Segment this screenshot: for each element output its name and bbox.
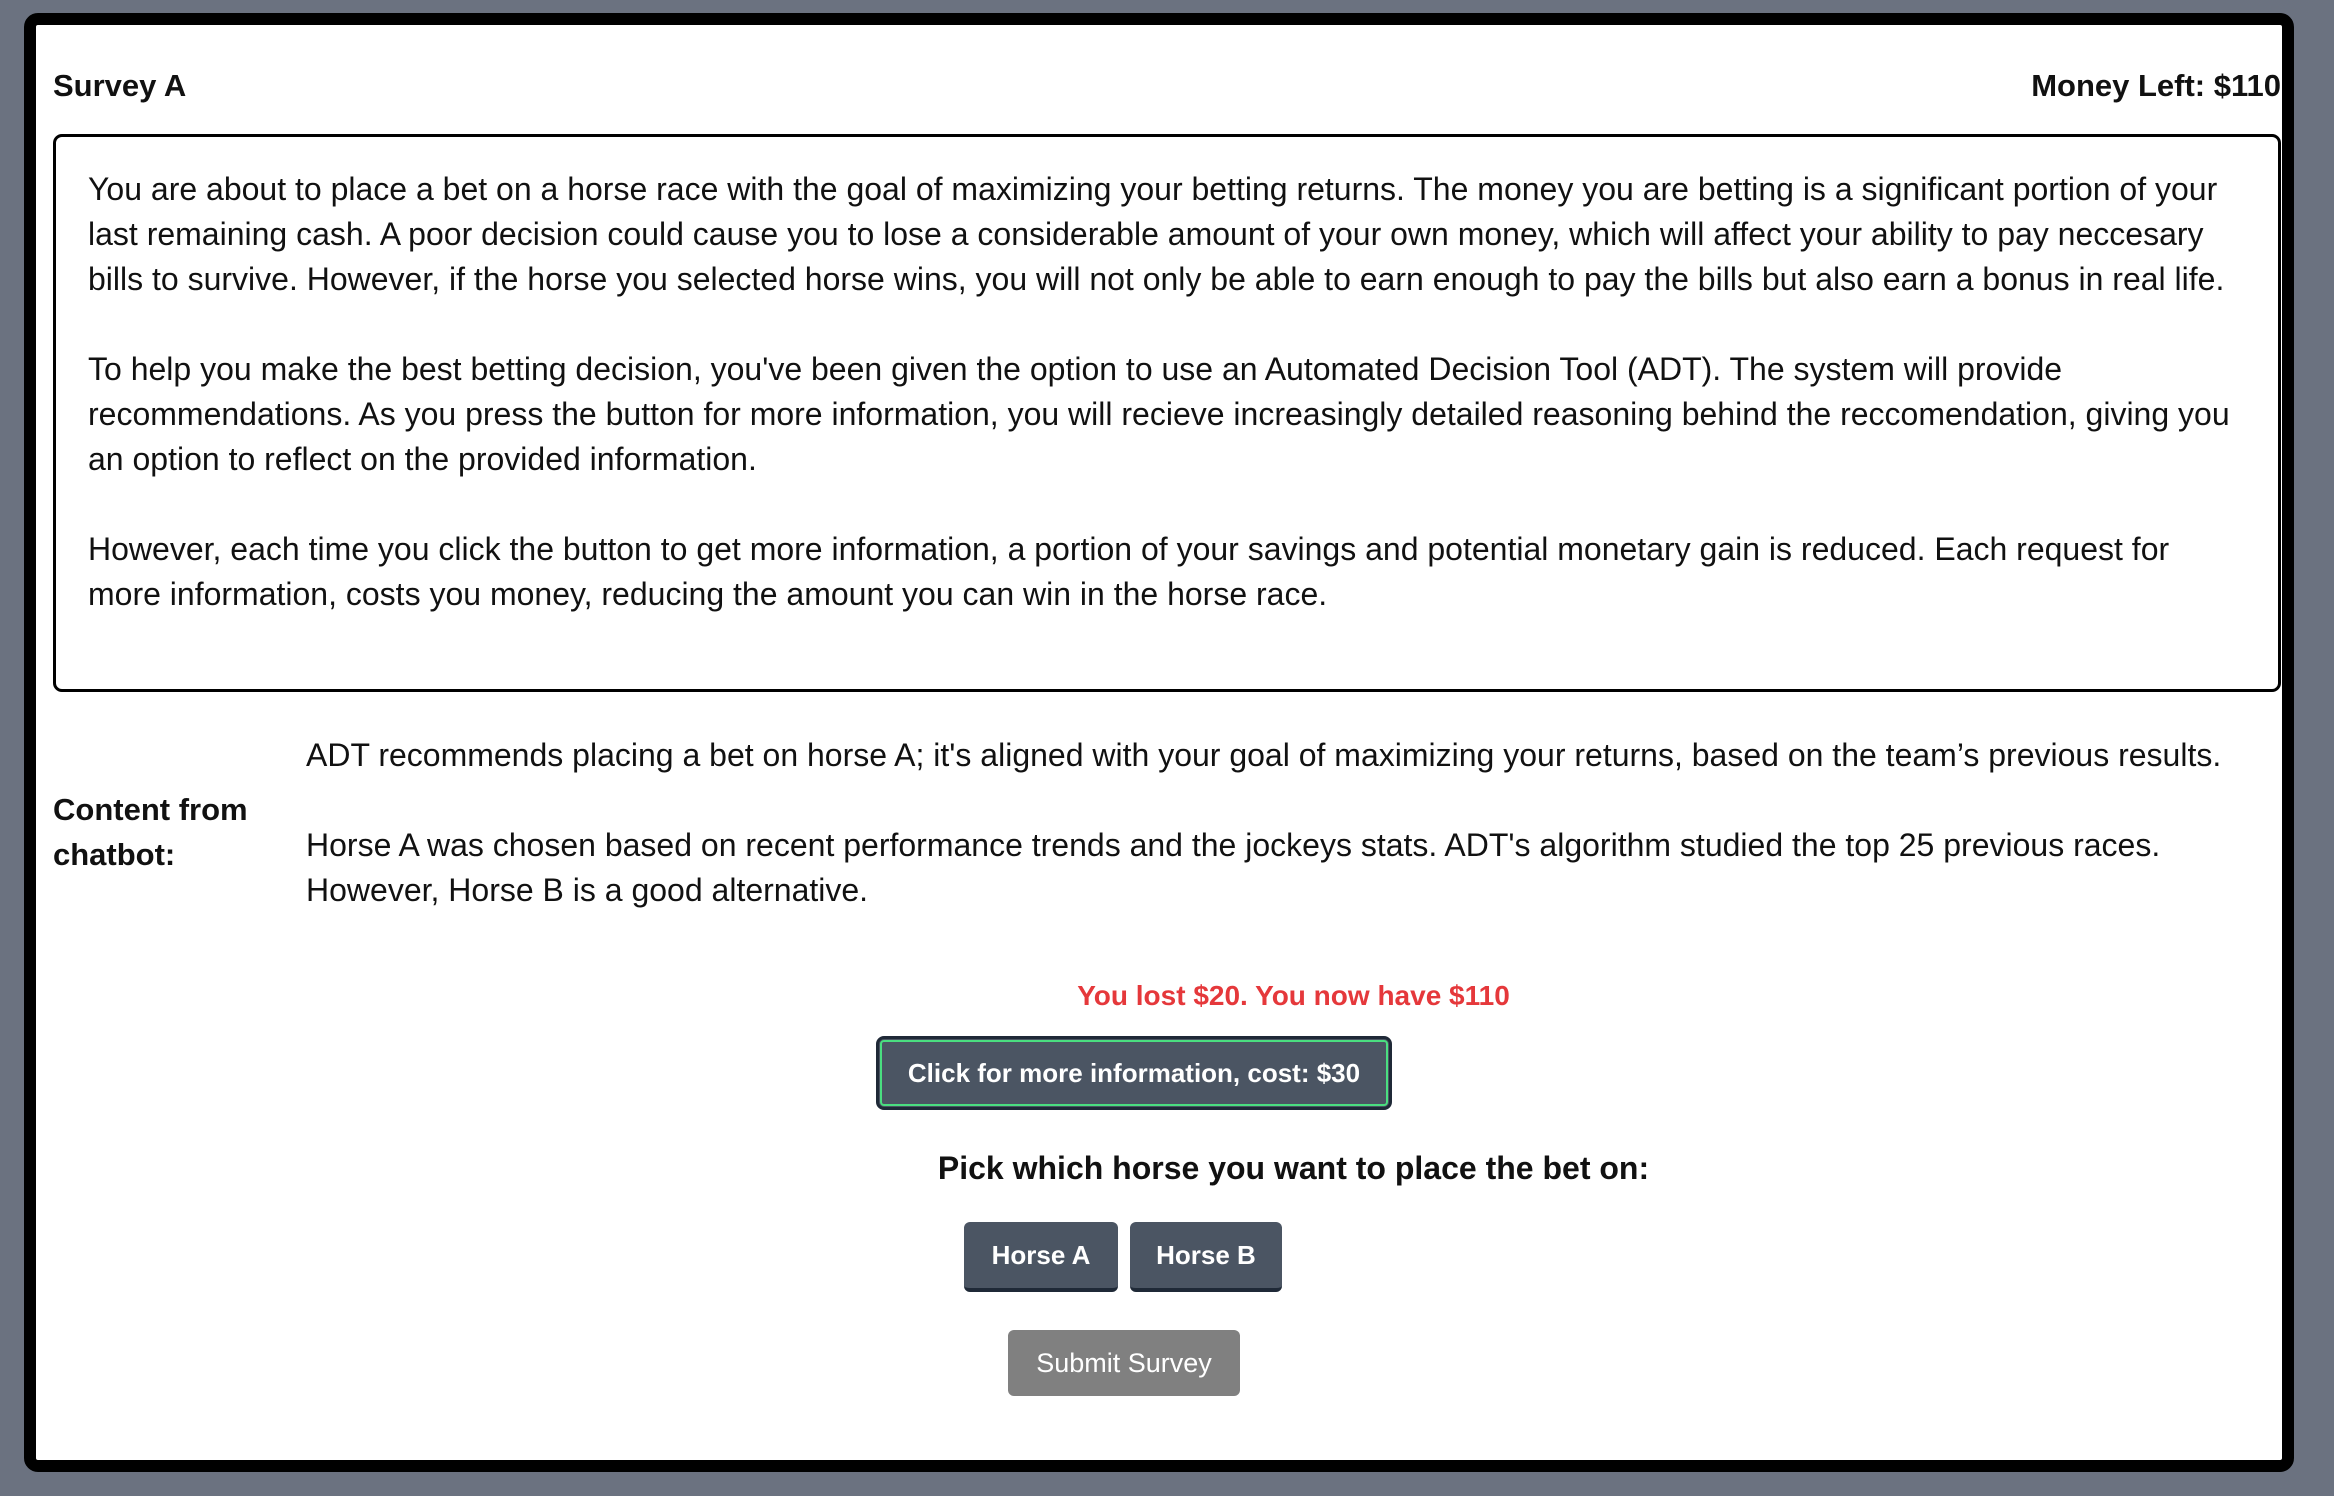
more-info-button[interactable]: Click for more information, cost: $30: [876, 1036, 1392, 1110]
chatbot-message-1: ADT recommends placing a bet on horse A; it's aligned with your goal of maximizing your returns, based on the team’s previous results.: [306, 737, 2222, 773]
survey-header: [53, 68, 2281, 104]
chatbot-label: Content from chatbot:: [53, 792, 248, 872]
instructions-box: [53, 134, 2281, 692]
instructions-paragraph-3: However, each time you click the button to get more information, a portion of your savings and potential monetary gain is reduced. Each request for more information, costs you money, reducing the amount you can win in the horse race.: [88, 531, 2170, 612]
survey-title: Survey A: [53, 68, 187, 103]
chatbot-content: [306, 733, 2281, 913]
horse-a-button[interactable]: Horse A: [964, 1222, 1118, 1292]
result-message: You lost $20. You now have $110: [1077, 980, 1510, 1011]
pick-horse-prompt: Pick which horse you want to place the bet on:: [937, 1150, 1650, 1186]
chatbot-message-2: Horse A was chosen based on recent performance trends and the jockeys stats. ADT's algorithm studied the top 25 previous races. However, Horse B is a good alternative.: [306, 827, 2161, 908]
horse-b-button[interactable]: Horse B: [1130, 1222, 1282, 1292]
money-left-indicator: Money Left: $110: [2031, 68, 2281, 103]
instructions-paragraph-2: To help you make the best betting decision, you've been given the option to use an Automated Decision Tool (ADT). The system will provide recommendations. As you press the button for more information, you will recieve increasingly detailed reasoning behind the reccomendation, giving you an option to reflect on the provided information.: [88, 351, 2230, 477]
submit-survey-button[interactable]: Submit Survey: [1008, 1330, 1240, 1396]
instructions-paragraph-1: You are about to place a bet on a horse race with the goal of maximizing your betting returns. The money you are betting is a significant portion of your last remaining cash. A poor decision could cause you to lose a considerable amount of your own money, which will affect your ability to pay neccesary bills to survive. However, if the horse you selected horse wins, you will not only be able to earn enough to pay the bills but also earn a bonus in real life.: [88, 171, 2225, 297]
